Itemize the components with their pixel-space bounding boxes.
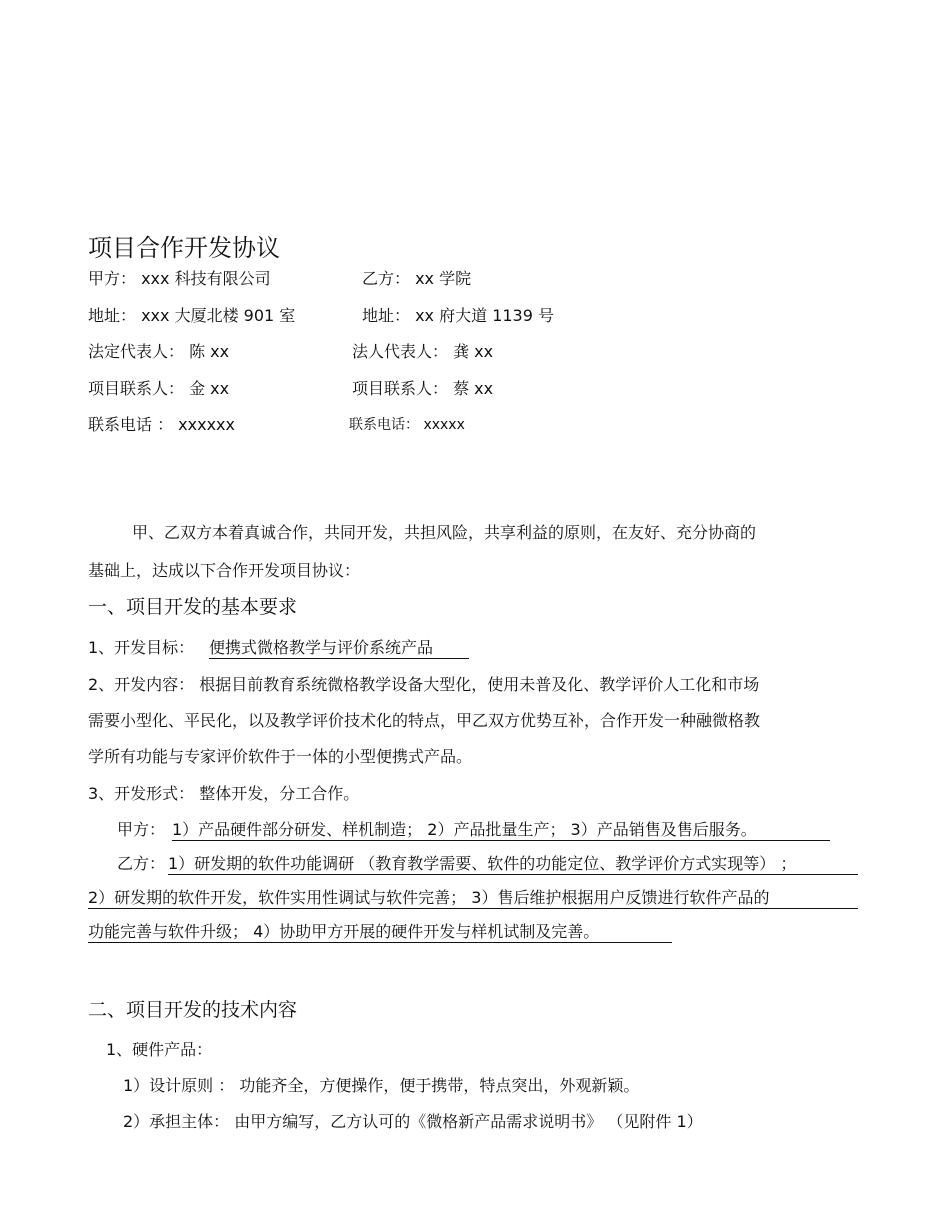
party-b-rep: 法人代表人： 龚 xx (352, 342, 494, 361)
party-b-duty-text-3: 功能完善与软件升级； 4）协助甲方开展的硬件开发与样机试制及完善。 (88, 922, 600, 941)
item-2-line-1: 2、开发内容： 根据目前教育系统微格教学设备大型化，使用未普及化、教学评价人工化和市场 (88, 675, 760, 694)
party-b-duty-text-2: 2）研发期的软件开发，软件实用性调试与软件完善； 3）售后维护根据用户反馈进行软件产品的 (88, 888, 770, 907)
section-1-heading: 一、项目开发的基本要求 (88, 596, 298, 618)
item-2-line-3: 学所有功能与专家评价软件于一体的小型便携式产品。 (88, 747, 473, 766)
party-b-contact: 项目联系人： 蔡 xx (352, 379, 494, 398)
party-b-duty-underline-1 (168, 874, 858, 875)
party-a-phone: 联系电话 ： xxxxxx (88, 415, 235, 434)
party-a-name: 甲方： xxx 科技有限公司 (88, 269, 271, 288)
section-2-point-2: 2）承担主体： 由甲方编写，乙方认可的《微格新产品需求说明书》 （见附件 1） (123, 1112, 703, 1131)
party-b-address: 地址： xx 府大道 1139 号 (362, 306, 555, 325)
party-b-name: 乙方： xx 学院 (362, 269, 472, 288)
item-1-underline (209, 658, 469, 659)
item-2-line-2: 需要小型化、平民化，以及教学评价技术化的特点，甲乙双方优势互补，合作开发一种融微格教 (88, 711, 761, 730)
party-a-duty-text: 1）产品硬件部分研发、样机制造； 2）产品批量生产； 3）产品销售及售后服务。 (172, 820, 757, 839)
party-a-rep: 法定代表人： 陈 xx (88, 342, 230, 361)
intro-line-1: 甲、乙双方本着真诚合作，共同开发，共担风险，共享利益的原则，在友好、充分协商的 (132, 523, 757, 542)
party-a-address: 地址： xxx 大厦北楼 901 室 (88, 306, 296, 325)
item-1-label: 1、开发目标： (88, 638, 195, 657)
party-b-duty-underline-3 (88, 942, 672, 943)
item-1-value: 便携式微格教学与评价系统产品 (209, 638, 434, 657)
document-title: 项目合作开发协议 (88, 234, 280, 262)
party-a-duty-underline (172, 840, 830, 841)
item-3: 3、开发形式： 整体开发，分工合作。 (88, 784, 360, 803)
party-b-duty-underline-2 (88, 908, 858, 909)
party-b-duty-text-1: 1）研发期的软件功能调研 （教育教学需要、软件的功能定位、教学评价方式实现等） ； (168, 854, 797, 873)
party-b-phone: 联系电话： xxxxx (349, 417, 465, 433)
party-a-duty-label: 甲方： (117, 820, 166, 839)
section-2-point-1: 1）设计原则 ： 功能齐全，方便操作，便于携带，特点突出，外观新颖。 (123, 1076, 640, 1095)
section-2-heading: 二、项目开发的技术内容 (88, 999, 298, 1021)
party-b-duty-label: 乙方： (117, 854, 166, 873)
section-2-sub-1: 1、硬件产品： (106, 1040, 213, 1059)
party-a-contact: 项目联系人： 金 xx (88, 379, 230, 398)
intro-line-2: 基础上，达成以下合作开发项目协议： (88, 561, 361, 580)
